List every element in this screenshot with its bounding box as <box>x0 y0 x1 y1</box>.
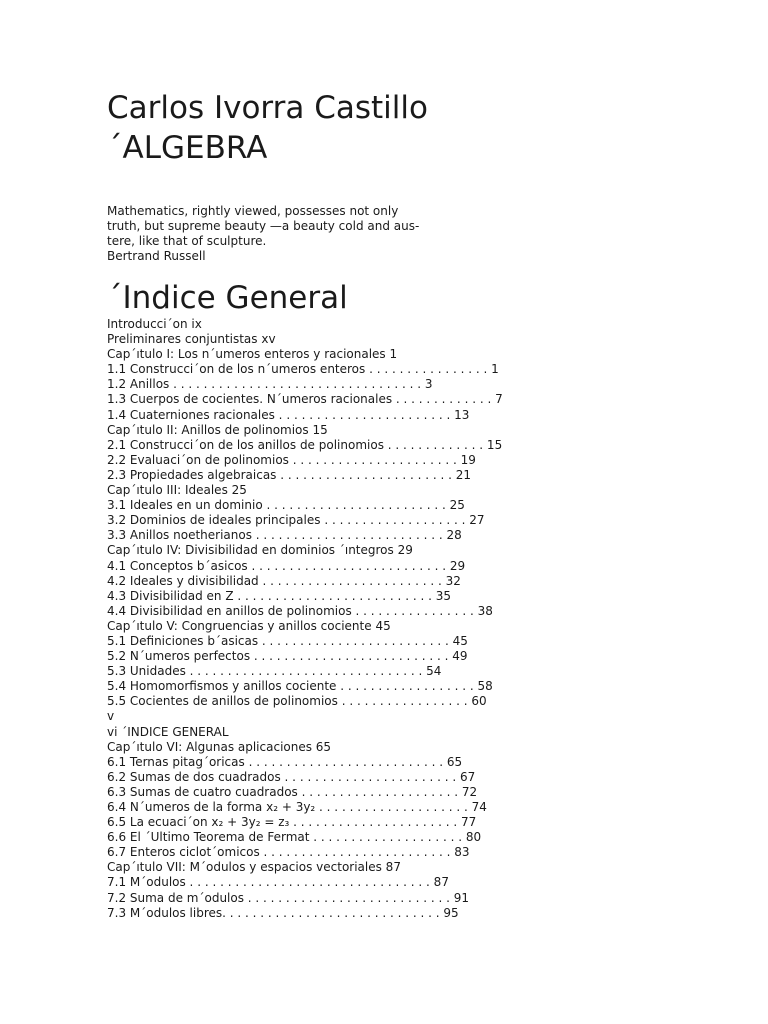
toc-entry: 4.1 Conceptos b´asicos . . . . . . . . . . . . . . . . . . . . . . . . . . 29 <box>107 558 466 573</box>
toc-entry: 5.4 Homomorfismos y anillos cociente . . . . . . . . . . . . . . . . . . 58 <box>107 679 493 694</box>
toc-entry: Cap´ıtulo VII: M´odulos y espacios vectoriales 87 <box>107 860 401 875</box>
toc-entry: Preliminares conjuntistas xv <box>107 332 276 347</box>
index-heading: ´Indice General <box>107 280 348 316</box>
toc-entry: 3.3 Anillos noetherianos . . . . . . . . . . . . . . . . . . . . . . . . . 28 <box>107 528 462 543</box>
toc-entry: 6.3 Sumas de cuatro cuadrados . . . . . . . . . . . . . . . . . . . . . 72 <box>107 784 478 799</box>
toc-entry: 1.2 Anillos . . . . . . . . . . . . . . . . . . . . . . . . . . . . . . . . . 3 <box>107 377 433 392</box>
toc-entry: Cap´ıtulo IV: Divisibilidad en dominios ´ıntegros 29 <box>107 543 413 558</box>
toc-entry: Cap´ıtulo II: Anillos de polinomios 15 <box>107 422 328 437</box>
toc-entry: 6.4 N´umeros de la forma x₂ + 3y₂ . . . . . . . . . . . . . . . . . . . . 74 <box>107 800 487 814</box>
toc-entry: Cap´ıtulo I: Los n´umeros enteros y racionales 1 <box>107 347 398 362</box>
toc-entry: 2.1 Construcci´on de los anillos de polinomios . . . . . . . . . . . . . 15 <box>107 437 503 452</box>
toc-entry: 7.2 Suma de m´odulos . . . . . . . . . . . . . . . . . . . . . . . . . . . 91 <box>107 890 470 905</box>
author-name: Carlos Ivorra Castillo <box>107 90 428 126</box>
toc-entry: Cap´ıtulo V: Congruencias y anillos cociente 45 <box>107 618 391 633</box>
book-title: ´ALGEBRA <box>107 130 268 166</box>
epigraph-attribution: Bertrand Russell <box>107 249 206 263</box>
toc-entry: 6.6 El ´Ultimo Teorema de Fermat . . . . . . . . . . . . . . . . . . . . 80 <box>107 830 482 845</box>
toc-entry: 7.1 M´odulos . . . . . . . . . . . . . . . . . . . . . . . . . . . . . . . . 87 <box>107 875 449 890</box>
toc-entry: 6.1 Ternas pitag´oricas . . . . . . . . . . . . . . . . . . . . . . . . . . 65 <box>107 754 463 769</box>
toc-entry: 6.7 Enteros ciclot´omicos . . . . . . . . . . . . . . . . . . . . . . . . . 83 <box>107 845 470 860</box>
toc-entry: 1.1 Construcci´on de los n´umeros enteros . . . . . . . . . . . . . . . . 1 <box>107 362 499 377</box>
epigraph <box>107 204 419 264</box>
toc-entry: 5.5 Cocientes de anillos de polinomios . . . . . . . . . . . . . . . . . 60 <box>107 694 487 709</box>
toc-entry: 4.4 Divisibilidad en anillos de polinomios . . . . . . . . . . . . . . . . 38 <box>107 603 493 618</box>
epigraph-line: truth, but supreme beauty —a beauty cold and aus- <box>107 219 420 233</box>
toc-entry: 5.1 Definiciones b´asicas . . . . . . . . . . . . . . . . . . . . . . . . . 45 <box>107 633 468 648</box>
toc-entry: Introducci´on ix <box>107 317 202 331</box>
toc-entry: Cap´ıtulo VI: Algunas aplicaciones 65 <box>107 739 332 754</box>
toc-entry: 3.1 Ideales en un dominio . . . . . . . . . . . . . . . . . . . . . . . . 25 <box>107 498 465 513</box>
toc-entry: vi ´INDICE GENERAL <box>107 724 229 739</box>
toc-entry: 6.5 La ecuaci´on x₂ + 3y₂ = z₃ . . . . . . . . . . . . . . . . . . . . . . 77 <box>107 815 477 830</box>
toc-entry: Cap´ıtulo III: Ideales 25 <box>107 483 247 498</box>
toc-entry: 5.3 Unidades . . . . . . . . . . . . . . . . . . . . . . . . . . . . . . . 54 <box>107 664 442 679</box>
toc-entry: 3.2 Dominios de ideales principales . . . . . . . . . . . . . . . . . . . 27 <box>107 513 485 528</box>
toc-entry: 6.2 Sumas de dos cuadrados . . . . . . . . . . . . . . . . . . . . . . . 67 <box>107 769 476 784</box>
toc-entry: 2.3 Propiedades algebraicas . . . . . . . . . . . . . . . . . . . . . . . 21 <box>107 467 471 482</box>
toc-entry: 2.2 Evaluaci´on de polinomios . . . . . . . . . . . . . . . . . . . . . . 19 <box>107 452 476 467</box>
toc-entry: 4.2 Ideales y divisibilidad . . . . . . . . . . . . . . . . . . . . . . . . 32 <box>107 573 461 588</box>
toc-entry: 1.3 Cuerpos de cocientes. N´umeros racionales . . . . . . . . . . . . . 7 <box>107 392 503 407</box>
toc-entry: v <box>107 709 115 724</box>
epigraph-line: tere, like that of sculpture. <box>107 234 267 248</box>
toc-entry: 4.3 Divisibilidad en Z . . . . . . . . . . . . . . . . . . . . . . . . . . 35 <box>107 588 451 603</box>
table-of-contents <box>107 317 503 921</box>
epigraph-line: Mathematics, rightly viewed, possesses not only <box>107 204 399 218</box>
toc-entry: 5.2 N´umeros perfectos . . . . . . . . . . . . . . . . . . . . . . . . . . 49 <box>107 649 468 664</box>
toc-entry: 7.3 M´odulos libres. . . . . . . . . . . . . . . . . . . . . . . . . . . . . 95 <box>107 905 459 920</box>
toc-entry: 1.4 Cuaterniones racionales . . . . . . . . . . . . . . . . . . . . . . . 13 <box>107 407 470 422</box>
